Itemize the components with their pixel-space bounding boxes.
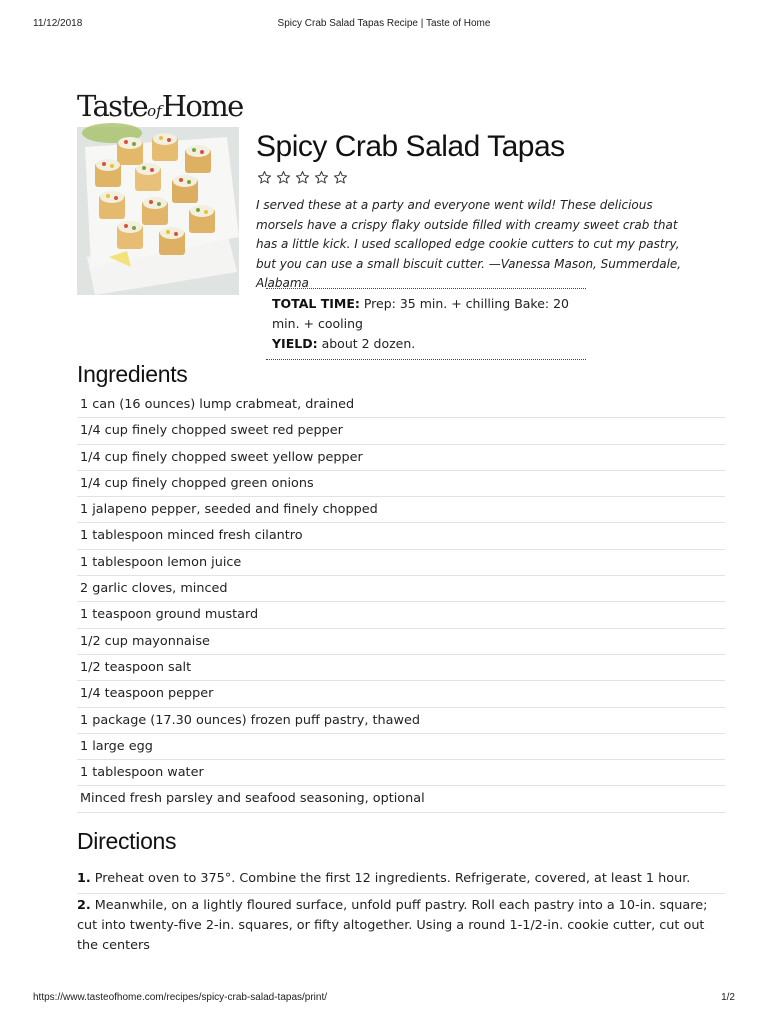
rating-stars[interactable] (257, 170, 348, 185)
ingredient-item: 1/2 teaspoon salt (77, 655, 725, 681)
ingredient-item: 1/4 cup finely chopped sweet red pepper (77, 418, 725, 444)
star-outline-icon[interactable] (333, 170, 348, 185)
ingredient-item: 1 tablespoon minced fresh cilantro (77, 523, 725, 549)
ingredient-list (77, 392, 725, 813)
print-date: 11/12/2018 (33, 18, 83, 29)
ingredient-item: 1 teaspoon ground mustard (77, 602, 725, 628)
total-time-label: TOTAL TIME: (272, 296, 360, 311)
direction-step (77, 893, 725, 953)
taste-of-home-logo: TasteofHome (77, 89, 243, 123)
ingredient-item: 1/4 cup finely chopped sweet yellow pepper (77, 445, 725, 471)
total-time-value: Prep: 35 min. + chilling Bake: 20 min. + cooling (272, 296, 570, 331)
yield-label: YIELD: (272, 336, 318, 351)
ingredient-item: 1 tablespoon lemon juice (77, 550, 725, 576)
ingredient-item: 1/4 teaspoon pepper (77, 681, 725, 707)
ingredient-item: 1 can (16 ounces) lump crabmeat, drained (77, 392, 725, 418)
print-page-number: 1/2 (721, 992, 735, 1003)
star-outline-icon[interactable] (314, 170, 329, 185)
ingredient-item: 1 large egg (77, 734, 725, 760)
step-number: 1. (77, 871, 91, 886)
recipe-description: I served these at a party and everyone went wild! These delicious morsels have a crispy flaky outside filled with creamy sweet crab that has a little kick. I used scalloped edge cookie cutters to cut my pastry, but you can use a small biscuit cutter. —Vanessa Mason, Summerdale, Alabama (256, 198, 682, 290)
direction-step (77, 867, 725, 893)
direction-list (77, 867, 725, 953)
step-text: Meanwhile, on a lightly floured surface, unfold puff pastry. Roll each pastry into a 10-in. square; cut into twenty-five 2-in. squares, or fifty altogether. Using a round 1-1/2-in. cookie cutter, cut out the centers (77, 898, 708, 953)
ingredient-item: 1 tablespoon water (77, 760, 725, 786)
step-text: Preheat oven to 375°. Combine the first 12 ingredients. Refrigerate, covered, at least 1 hour. (94, 871, 691, 886)
yield-value: about 2 dozen. (321, 336, 416, 351)
recipe-title: Spicy Crab Salad Tapas (256, 130, 565, 163)
star-outline-icon[interactable] (257, 170, 272, 185)
star-outline-icon[interactable] (295, 170, 310, 185)
recipe-meta (266, 288, 586, 360)
ingredient-item: 1 jalapeno pepper, seeded and finely chopped (77, 497, 725, 523)
ingredients-heading: Ingredients (77, 361, 188, 387)
ingredient-item: Minced fresh parsley and seafood seasoning, optional (77, 786, 725, 812)
print-page-title: Spicy Crab Salad Tapas Recipe | Taste of Home (277, 18, 491, 29)
ingredient-item: 2 garlic cloves, minced (77, 576, 725, 602)
ingredient-item: 1 package (17.30 ounces) frozen puff pastry, thawed (77, 708, 725, 734)
ingredient-item: 1/4 cup finely chopped green onions (77, 471, 725, 497)
print-url: https://www.tasteofhome.com/recipes/spicy-crab-salad-tapas/print/ (33, 992, 328, 1003)
star-outline-icon[interactable] (276, 170, 291, 185)
recipe-photo (77, 127, 239, 295)
directions-heading: Directions (77, 828, 177, 854)
ingredient-item: 1/2 cup mayonnaise (77, 629, 725, 655)
step-number: 2. (77, 898, 91, 913)
